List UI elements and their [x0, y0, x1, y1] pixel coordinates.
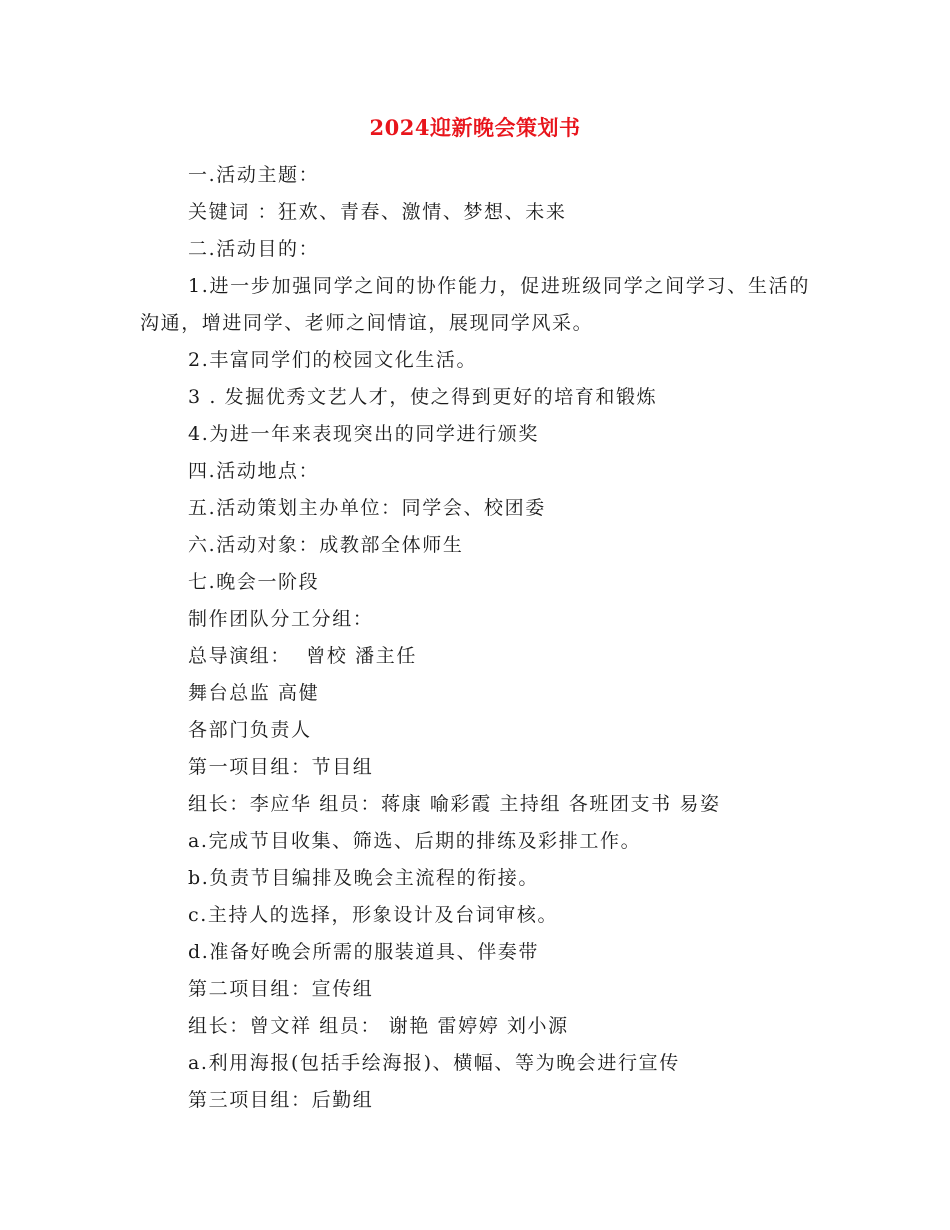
section-heading-purpose: 二.活动目的：	[188, 238, 320, 260]
paragraph-director-group: 总导演组： 曾校 潘主任	[188, 645, 417, 667]
paragraph-group-one-task-b: b.负责节目编排及晚会主流程的衔接。	[188, 867, 540, 889]
paragraph-keywords: 关键词 ：狂欢、青春、激情、梦想、未来	[188, 201, 567, 223]
paragraph-group-one-task-a: a.完成节目收集、筛选、后期的排练及彩排工作。	[188, 830, 642, 852]
paragraph-purpose-4: 4.为进一年来表现突出的同学进行颁奖	[188, 423, 539, 445]
paragraph-group-two: 第二项目组：宣传组	[188, 978, 374, 1000]
document-title: 2024迎新晚会策划书	[369, 115, 581, 140]
section-heading-organizer: 五.活动策划主办单位：同学会、校团委	[188, 497, 546, 519]
paragraph-group-two-task-a: a.利用海报(包括手绘海报)、横幅、等为晚会进行宣传	[188, 1052, 680, 1074]
paragraph-group-one: 第一项目组：节目组	[188, 756, 374, 778]
paragraph-group-one-task-d: d.准备好晚会所需的服装道具、伴奏带	[188, 941, 540, 963]
document-body	[140, 157, 810, 1119]
section-heading-location: 四.活动地点：	[188, 460, 320, 482]
paragraph-purpose-3: 3 . 发掘优秀文艺人才，使之得到更好的培育和锻炼	[188, 386, 658, 408]
paragraph-group-one-members: 组长：李应华 组员：蒋康 喻彩霞 主持组 各班团支书 易姿	[188, 793, 721, 815]
paragraph-stage-director: 舞台总监 高健	[188, 682, 320, 704]
section-heading-stage-one: 七.晚会一阶段	[188, 571, 320, 593]
section-heading-theme: 一.活动主题：	[188, 164, 320, 186]
paragraph-purpose-2: 2.丰富同学们的校园文化生活。	[188, 349, 478, 371]
paragraph-purpose-1: 1.进一步加强同学之间的协作能力，促进班级同学之间学习、生活的沟通，增进同学、老师之间情谊，展现同学风采。	[140, 275, 810, 334]
paragraph-group-one-task-c: c.主持人的选择，形象设计及台词审核。	[188, 904, 559, 926]
paragraph-group-two-members: 组长：曾文祥 组员： 谢艳 雷婷婷 刘小源	[188, 1015, 569, 1037]
paragraph-group-three: 第三项目组：后勤组	[188, 1089, 374, 1111]
paragraph-department-heads: 各部门负责人	[188, 719, 312, 741]
section-heading-audience: 六.活动对象：成教部全体师生	[188, 534, 464, 556]
paragraph-team-division: 制作团队分工分组：	[188, 608, 374, 630]
